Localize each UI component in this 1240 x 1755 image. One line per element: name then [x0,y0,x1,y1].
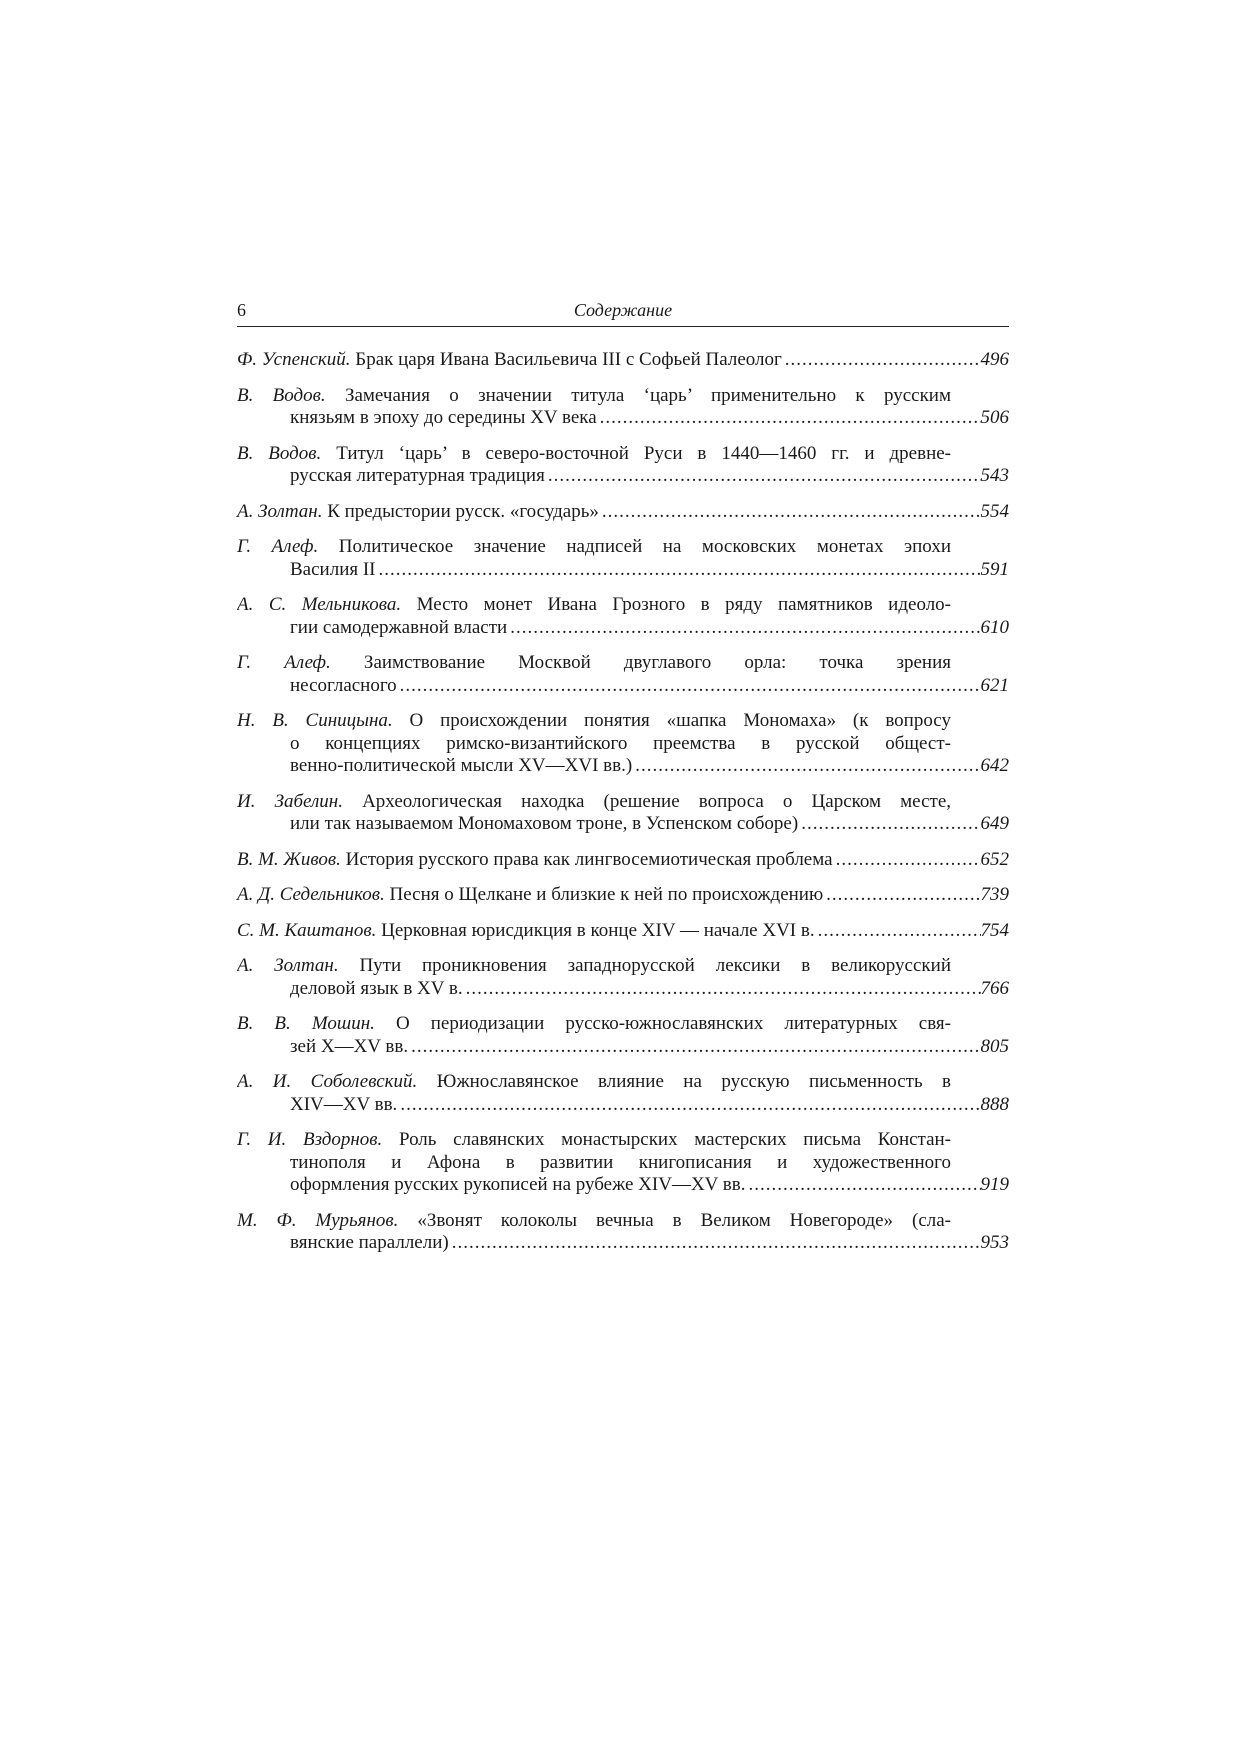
toc-entry-line [237,791,951,814]
toc-entry-line [237,1232,1009,1255]
toc-entry[interactable] [237,443,1009,488]
toc-entry-line [237,955,951,978]
entry-title: русская литературная традиция [290,465,545,486]
entry-page-number: 888 [980,1093,1009,1115]
entry-author: А. Золтан. [237,500,323,522]
toc-entry-line [237,1210,951,1233]
dot-leader [411,1036,980,1059]
toc-entry[interactable] [237,955,1009,1000]
entry-author: С. М. Каштанов. [237,919,377,941]
toc-entry-line [237,349,1009,372]
entry-title: Замечания о значении титула ‘царь’ применительно к русским [344,384,951,406]
page-number: 6 [237,300,246,320]
entry-page-number: 739 [980,884,1009,905]
dot-leader [801,813,980,836]
toc-entry-line [237,465,1009,488]
toc-entry-line [237,385,951,408]
entry-page-number: 610 [980,616,1009,638]
dot-leader [379,559,981,582]
entry-title: «Звонят колоколы вечныа в Великом Новегороде» (сла- [417,1209,951,1231]
dot-leader [749,1174,981,1197]
dot-leader [548,465,981,488]
toc-entry[interactable] [237,536,1009,581]
toc-entry-line [237,675,1009,698]
dot-leader [602,501,981,524]
entry-title: деловой язык в XV в. [290,977,463,999]
entry-title: Песня о Щелкане и близкие к ней по происхождению [389,884,824,905]
entry-page-number: 754 [980,919,1009,941]
toc-entry[interactable] [237,501,1009,524]
toc-entry-line [237,920,1009,943]
toc-entry-line [237,1174,1009,1197]
entry-author: Н. В. Синицына. [237,710,393,731]
toc-entry-line [237,813,1009,836]
entry-page-number: 621 [980,674,1009,696]
toc-entry-line [237,755,1009,778]
toc-entry-line [237,1071,951,1094]
toc-entry-line [237,978,1009,1001]
toc-entry[interactable] [237,1210,1009,1255]
toc-entry[interactable] [237,884,1009,907]
entry-author: И. Забелин. [237,790,343,812]
dot-leader [826,884,980,907]
entry-title: зей X—XV вв. [290,1035,409,1057]
entry-title: оформления русских рукописей на рубеже XIV—XV вв. [290,1174,746,1195]
dot-leader [785,349,981,372]
toc-entry-line [237,617,1009,640]
running-title: Содержание [573,300,673,320]
entry-author: Г. Алеф. [237,652,331,673]
entry-title: Церковная юрисдикция в конце XIV — начале XVI в. [381,919,815,941]
dot-leader [400,675,981,698]
toc-entry-line [237,1094,1009,1117]
toc-entry-line [237,559,1009,582]
entry-page-number: 805 [980,1035,1009,1057]
toc-entry-line [237,1129,951,1152]
entry-page-number: 591 [980,558,1009,580]
entry-title: тинополя и Афона в развитии книгописания и художественного [290,1151,951,1173]
entry-page-number: 496 [980,349,1009,370]
toc-entry-line [237,1036,1009,1059]
toc-entry[interactable] [237,1071,1009,1116]
toc-entry-line [237,884,1009,907]
toc-page [237,300,1009,1268]
entry-page-number: 919 [980,1174,1009,1195]
entry-title: XIV—XV вв. [290,1093,398,1115]
toc-entry[interactable] [237,652,1009,697]
entry-page-number: 543 [980,465,1009,486]
toc-entry-line [237,443,951,466]
entry-title: Брак царя Ивана Васильевича III с Софьей Палеолог [355,349,782,370]
entry-title: гии самодержавной власти [290,616,508,638]
entry-author: М. Ф. Мурьянов. [237,1209,399,1231]
entry-author: В. М. Живов. [237,848,341,870]
entry-title: Титул ‘царь’ в северо-восточной Руси в 1440—1460 гг. и древне- [336,442,951,464]
entry-title: Заимствование Москвой двуглавого орла: точка зрения [363,652,951,673]
entry-author: Г. И. Вздорнов. [237,1129,383,1150]
entry-title: Южнославянское влияние на русскую письменность в [436,1071,951,1092]
entry-author: А. И. Соболевский. [237,1071,418,1092]
entry-author: В. Водов. [237,442,322,464]
entry-title: О происхождении понятия «шапка Мономаха» (к вопросу [409,710,951,731]
entry-title: Роль славянских монастырских мастерских письма Констан- [398,1129,951,1150]
toc-entry[interactable] [237,594,1009,639]
toc-entry-line [237,407,1009,430]
toc-entry-line [237,1013,951,1036]
dot-leader [836,849,981,872]
entry-title: История русского права как лингвосемиотическая проблема [345,848,833,870]
entry-title: венно-политической мысли XV—XVI вв.) [290,755,633,776]
table-of-contents [237,349,1009,1255]
entry-author: А. Золтан. [237,955,339,976]
toc-entry[interactable] [237,791,1009,836]
entry-title: или так называемом Мономаховом троне, в Успенском соборе) [290,813,799,834]
toc-entry-line [237,536,951,559]
toc-entry-line [237,594,951,617]
toc-entry-line [237,849,1009,872]
dot-leader [600,407,981,430]
running-header [237,300,1009,327]
dot-leader [400,1094,980,1117]
entry-author: Г. Алеф. [237,536,319,557]
toc-entry-line [237,652,951,675]
entry-page-number: 649 [980,813,1009,834]
toc-entry[interactable] [237,385,1009,430]
entry-title: Пути проникновения западнорусской лексики в великорусский [359,955,951,976]
dot-leader [818,920,981,943]
toc-entry[interactable] [237,849,1009,872]
entry-author: А. С. Мельникова. [237,594,402,615]
entry-title: О периодизации русско-южнославянских литературных свя- [395,1013,951,1034]
dot-leader [466,978,981,1001]
entry-page-number: 554 [980,500,1009,522]
toc-entry-line [237,733,951,756]
entry-page-number: 506 [980,407,1009,428]
toc-entry[interactable] [237,349,1009,372]
toc-entry[interactable] [237,710,1009,778]
toc-entry-line [237,1152,951,1175]
entry-author: В. Водов. [237,384,326,406]
entry-title: вянские параллели) [290,1232,449,1253]
toc-entry-line [237,501,1009,524]
entry-page-number: 652 [980,848,1009,870]
entry-title: несогласного [290,674,397,696]
entry-title: о концепциях римско-византийского преемства в русской общест- [290,732,951,754]
entry-page-number: 953 [980,1232,1009,1253]
entry-author: А. Д. Седельников. [237,884,385,905]
entry-title: Место монет Ивана Грозного в ряду памятников идеоло- [416,594,951,615]
toc-entry-line [237,710,951,733]
dot-leader [452,1232,981,1255]
entry-title: К предыстории русск. «государь» [327,500,599,522]
dot-leader [510,617,980,640]
entry-title: Политическое значение надписей на московских монетах эпохи [338,536,951,557]
entry-page-number: 642 [980,755,1009,776]
toc-entry[interactable] [237,1013,1009,1058]
entry-title: Василия II [290,558,376,580]
entry-page-number: 766 [980,977,1009,999]
entry-title: Археологическая находка (решение вопроса о Царском месте, [362,790,951,812]
toc-entry[interactable] [237,920,1009,943]
dot-leader [635,755,980,778]
entry-author: Ф. Успенский. [237,349,351,370]
toc-entry[interactable] [237,1129,1009,1197]
entry-author: В. В. Мошин. [237,1013,375,1034]
entry-title: князьям в эпоху до середины XV века [290,407,597,428]
